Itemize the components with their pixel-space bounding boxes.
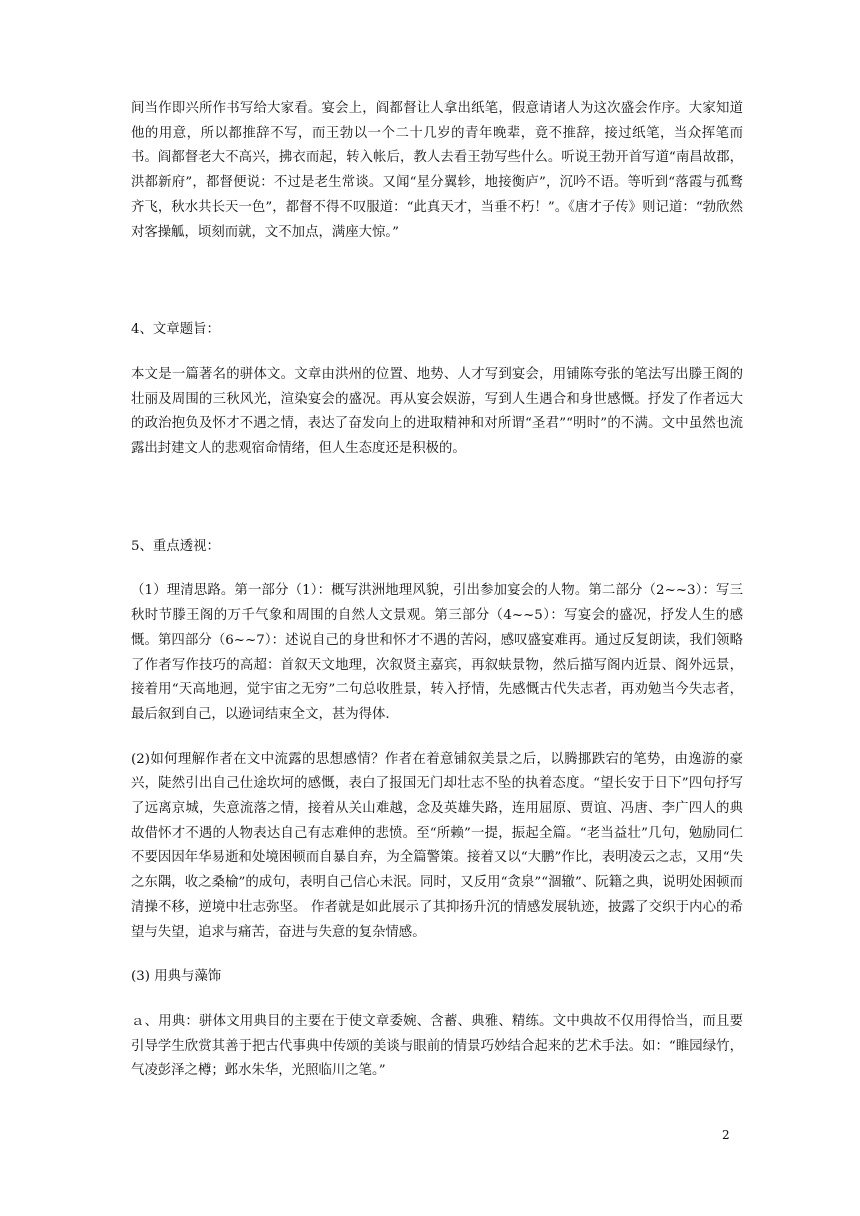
theme-paragraph: 本文是一篇著名的骈体文。文章由洪州的位置、地势、人才写到宴会，用铺陈夸张的笔法写出滕王阁的壮丽及周围的三秋风光，渲染宴会的盛况。再从宴会娱游，写到人生遇合和身世感慨。抒发了作者远大的政治抱负及怀才不遇之情，表达了奋发向上的进取精神和对所谓“圣君”“明时”的不满。文中虽然也流露出封建文人的悲观宿命情绪，但人生态度还是积极的。 [131, 366, 743, 457]
paragraph-spacer [131, 990, 743, 1010]
intro-paragraph: 间当作即兴所作书写给大家看。宴会上，阎都督让人拿出纸笔，假意请诸人为这次盛会作序。大家知道他的用意，所以都推辞不写，而王勃以一个二十几岁的青年晚辈，竟不推辞，接过纸笔，当众挥笔而书。阎都督老大不高兴，拂衣而起，转入帐后，教人去看王勃写些什么。听说王勃开首写道“南昌故郡，洪都新府”，都督便说：不过是老生常谈。又闻“星分翼轸，地接衡庐”，沉吟不语。等听到“落霞与孤鹜齐飞，秋水共长天一色”，都督不得不叹服道：“此真天才，当垂不朽！”。《唐才子传》则记道：“勃欣然对客操觚，顷刻而就，文不加点，满座大惊。” [131, 101, 743, 240]
page-content [131, 97, 743, 1084]
focus-heading: 5、重点透视： [131, 538, 220, 554]
section-spacer [131, 462, 743, 535]
page-number: 2 [722, 1128, 730, 1142]
focus-point-1-paragraph: （1）理清思路。第一部分（1）：概写洪洲地理风貌，引出参加宴会的人物。第二部分（2~~3）：写三秋时节滕王阁的万千气象和周围的自然人文景观。第三部分（4~~5）：写宴会的盛况，抒发人生的感慨。第四部分（6~~7）：述说自己的身世和怀才不遇的苦闷，感叹盛宴难再。通过反复朗读，我们领略了作者写作技巧的高超：首叙天文地理，次叙贤主嘉宾，再叙蚨景物，然后描写阁内近景、阁外远景，接着用“天高地迥，觉宇宙之无穷”二句总收胜景，转入抒情，先感慨古代失志者，再劝勉当今失志者，最后叙到自己，以逊词结束全文，甚为得体. [131, 583, 743, 722]
paragraph-spacer [131, 728, 743, 748]
theme-heading: 4、文章题旨： [131, 322, 220, 338]
section-spacer [131, 559, 743, 579]
section-spacer [131, 245, 743, 318]
paragraph-spacer [131, 945, 743, 965]
allusion-paragraph: ａ、用典：骈体文用典目的主要在于使文章委婉、含蓄、典雅、精练。文中典故不仅用得恰当，而且要引导学生欣赏其善于把古代事典中传颂的美谈与眼前的情景巧妙结合起来的艺术手法。如：“睢园绿竹，气凌彭泽之樽；邺水朱华，光照临川之笔。” [131, 1013, 743, 1079]
focus-point-2-paragraph: (2)如何理解作者在文中流露的思想感情？作者在着意铺叙美景之后，以腾挪跌宕的笔势，由逸游的豪兴，陡然引出自己仕途坎坷的感慨，表白了报国无门却壮志不坠的执着态度。“望长安于日下”四句抒写了远离京城，失意流落之情，接着从关山难越，念及英雄失路，连用屈原、贾谊、冯唐、李广四人的典故借怀才不遇的人物表达自己有志难伸的悲愤。至“所赖”一提，振起全篇。“老当益壮”几句，勉励同仁不要因因年华易逝和处境困顿而自暴自弃，为全篇警策。接着又以“大鹏”作比，表明凌云之志，又用“失之东隅，收之桑榆”的成句，表明自己信心未泯。同时，又反用“贪泉”“涸辙”、阮籍之典，说明处困顿而清操不移，逆境中壮志弥坚。 作者就是如此展示了其抑扬升沉的情感发展轨迹，披露了交织于内心的希望与失望，追求与痛苦，奋进与失意的复杂情感。 [131, 751, 743, 940]
section-spacer [131, 343, 743, 363]
focus-point-3-heading: (3) 用典与藻饰 [131, 969, 222, 985]
